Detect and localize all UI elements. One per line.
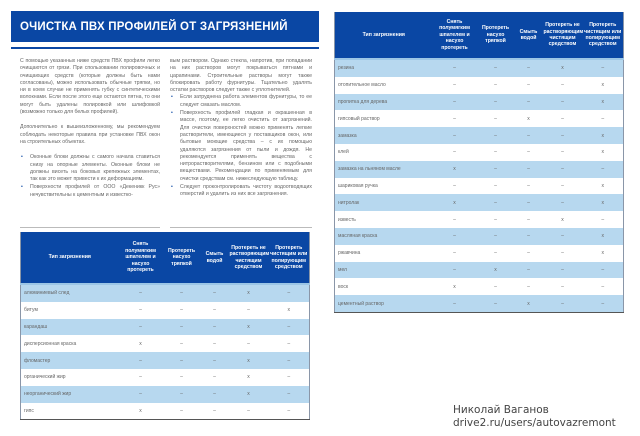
row-cell-mark: x (561, 216, 564, 223)
row-cell-mark: – (561, 115, 564, 122)
row-contaminant: фломастер (24, 357, 51, 364)
row-cell-mark: – (213, 407, 216, 414)
table-body (335, 59, 624, 312)
row-contaminant: алюминиевый след (24, 290, 70, 297)
row-cell-mark: – (213, 290, 216, 297)
row-cell-mark: – (287, 407, 291, 414)
row-cell-mark: – (527, 266, 530, 273)
row-cell-mark: x (453, 283, 456, 290)
row-cell-mark: x (139, 407, 142, 414)
cleaning-table-right (334, 12, 624, 313)
row-cell-mark: – (601, 166, 605, 173)
row-cell-mark: – (287, 391, 291, 398)
bullet-icon: • (21, 154, 23, 161)
header-wipe-dry: Протереть насухо тряпкой (163, 232, 201, 284)
row-cell-mark: – (453, 98, 456, 105)
row-cell-mark: – (139, 391, 142, 398)
table-row (335, 262, 624, 279)
row-cell-mark: x (139, 340, 142, 347)
text-column-1 (20, 58, 160, 200)
row-cell-mark: – (527, 82, 530, 89)
table-row (21, 369, 310, 386)
header-non-solvent: Протереть не растворяющим чистящим средством (229, 232, 269, 284)
table-row (335, 144, 624, 161)
row-cell-mark: – (494, 115, 497, 122)
row-cell-mark: – (287, 357, 291, 364)
row-contaminant: органический жир (24, 374, 66, 381)
row-contaminant: воск (338, 283, 349, 290)
bullet-icon: • (21, 184, 23, 191)
row-cell-mark: – (601, 65, 605, 72)
row-cell-mark: – (561, 166, 564, 173)
row-cell-mark: x (247, 323, 250, 330)
header-scrape: Снять полумягким шпателем и насухо протереть (433, 12, 477, 59)
row-cell-mark: – (453, 132, 456, 139)
row-cell-mark: x (287, 307, 290, 314)
row-cell-mark: – (494, 283, 497, 290)
row-cell-mark: – (453, 65, 456, 72)
table-header-row (21, 232, 310, 284)
header-scrape: Снять полумягким шпателем и насухо протереть (119, 232, 163, 284)
row-contaminant: пропитка для дерева (338, 98, 388, 105)
table-row (21, 284, 310, 302)
row-cell-mark: – (494, 166, 497, 173)
row-cell-mark: – (561, 82, 564, 89)
row-cell-mark: x (494, 266, 497, 273)
row-contaminant: нитролак (338, 199, 360, 206)
row-cell-mark: – (561, 250, 564, 257)
row-cell-mark: – (601, 216, 605, 223)
row-cell-mark: x (247, 391, 250, 398)
table-row (335, 211, 624, 228)
paragraph: вым раствором. Однако стекла, напротив, при попадании на них растворов могут покрываться пятнами и царапинами. Строительные растворы могут также блокировать работу фурнитуры. Тщательно удалять остатки растворов следует также с уплотнителей. (170, 58, 312, 94)
row-cell-mark: – (213, 391, 216, 398)
row-contaminant: шариковая ручка (338, 182, 378, 189)
row-cell-mark: – (601, 115, 605, 122)
row-cell-mark: – (561, 132, 564, 139)
table-row (335, 59, 624, 77)
row-cell-mark: – (213, 357, 216, 364)
row-cell-mark: – (247, 307, 250, 314)
header-wipe-dry: Протереть насухо тряпкой (477, 12, 515, 59)
row-cell-mark: – (494, 65, 497, 72)
row-cell-mark: – (180, 290, 183, 297)
row-cell-mark: – (561, 149, 564, 156)
bullet-icon: • (171, 110, 173, 117)
row-contaminant: ржавчина (338, 250, 361, 257)
table-header-row (335, 12, 624, 59)
row-contaminant: отопительное масло (338, 82, 386, 89)
row-cell-mark: – (561, 98, 564, 105)
header-wash-water: Смыть водой (515, 12, 543, 59)
row-cell-mark: – (287, 340, 291, 347)
row-cell-mark: – (527, 149, 530, 156)
row-cell-mark: x (247, 357, 250, 364)
row-cell-mark: x (601, 132, 604, 139)
row-cell-mark: x (561, 65, 564, 72)
table-row (335, 278, 624, 295)
row-cell-mark: – (180, 407, 183, 414)
header-non-solvent: Протереть не растворяющим чистящим средством (543, 12, 583, 59)
row-contaminant: известь (338, 216, 356, 223)
table-row (335, 295, 624, 312)
row-cell-mark: – (494, 199, 497, 206)
table-row (21, 403, 310, 420)
row-cell-mark: – (527, 283, 530, 290)
row-cell-mark: – (561, 283, 564, 290)
row-cell-mark: – (453, 233, 456, 240)
row-cell-mark: – (494, 233, 497, 240)
row-cell-mark: x (601, 149, 604, 156)
row-cell-mark: – (561, 300, 564, 307)
table-row (21, 319, 310, 336)
row-cell-mark: – (494, 216, 497, 223)
row-cell-mark: – (494, 132, 497, 139)
header-wash-water: Смыть водой (201, 232, 229, 284)
cleaning-table-left (20, 232, 310, 420)
row-cell-mark: – (601, 266, 605, 273)
row-cell-mark: x (527, 300, 530, 307)
title-underline (11, 47, 319, 49)
row-cell-mark: – (139, 290, 142, 297)
row-contaminant: резина (338, 65, 355, 72)
row-cell-mark: – (561, 233, 564, 240)
row-cell-mark: – (527, 199, 530, 206)
row-cell-mark: – (453, 115, 456, 122)
row-cell-mark: – (494, 182, 497, 189)
row-cell-mark: – (213, 323, 216, 330)
row-contaminant: цементный раствор (338, 300, 384, 307)
header-type: Тип загрязнения (21, 232, 119, 284)
table-row (335, 77, 624, 94)
row-cell-mark: – (527, 166, 530, 173)
header-type: Тип загрязнения (335, 12, 433, 59)
table-row (335, 245, 624, 262)
row-contaminant: масляная краска (338, 233, 378, 240)
row-cell-mark: x (453, 166, 456, 173)
row-cell-mark: – (561, 182, 564, 189)
row-cell-mark: – (494, 300, 497, 307)
bullet-icon: • (171, 94, 173, 101)
row-cell-mark: – (287, 323, 291, 330)
row-cell-mark: – (213, 307, 216, 314)
row-cell-mark: x (247, 290, 250, 297)
paragraph: Дополнительно к вышеизложенному, мы рекомендуем соблюдать некоторые правила при установке ПВХ окон на строительных объектах. (20, 124, 160, 145)
row-cell-mark: – (494, 82, 497, 89)
row-cell-mark: – (527, 98, 530, 105)
bullet-item (170, 110, 312, 183)
row-cell-mark: – (180, 357, 183, 364)
row-contaminant: битум (24, 307, 38, 314)
table-row (335, 161, 624, 178)
row-cell-mark: – (527, 132, 530, 139)
row-contaminant: карандаш (24, 323, 48, 330)
row-cell-mark: – (247, 340, 250, 347)
row-cell-mark: – (453, 300, 456, 307)
header-polish: Протереть чистящим или полирующим средством (269, 232, 310, 284)
row-cell-mark: – (247, 407, 250, 414)
row-cell-mark: – (561, 199, 564, 206)
table-row (21, 386, 310, 403)
row-cell-mark: – (180, 374, 183, 381)
row-cell-mark: – (139, 307, 142, 314)
row-cell-mark: – (180, 391, 183, 398)
row-cell-mark: – (213, 340, 216, 347)
table-row (335, 228, 624, 245)
column-divider (20, 227, 160, 228)
row-cell-mark: – (139, 374, 142, 381)
table-row (335, 194, 624, 211)
row-cell-mark: x (601, 182, 604, 189)
table-row (335, 94, 624, 111)
column-divider (170, 227, 312, 228)
row-cell-mark: – (180, 323, 183, 330)
row-cell-mark: – (453, 216, 456, 223)
row-cell-mark: – (139, 323, 142, 330)
row-cell-mark: x (601, 98, 604, 105)
paragraph: С помощью указанных ниже средств ПВХ профили легко очищаются от грязи. При спользовании полировочных и очищающих средств (которые должны быть нами согласованы), можно использовать обычные тряпки, но ни в коем случае не применять губку с синтетическими волокнами. Если после этого еще остаются пятна, то они могут быть удалены полировкой или шлифовкой (возможно только для белых профилей). (20, 58, 160, 116)
bullet-item (170, 94, 312, 109)
text-column-2 (170, 58, 312, 200)
table-row (21, 335, 310, 352)
row-cell-mark: – (527, 65, 530, 72)
row-cell-mark: x (453, 199, 456, 206)
row-contaminant: клей (338, 149, 349, 156)
row-cell-mark: – (527, 250, 530, 257)
table-row (335, 110, 624, 127)
table-row (21, 302, 310, 319)
row-cell-mark: x (601, 233, 604, 240)
page-title (11, 11, 319, 42)
row-cell-mark: – (527, 233, 530, 240)
bullet-item (20, 154, 160, 183)
row-cell-mark: – (494, 149, 497, 156)
row-cell-mark: – (453, 250, 456, 257)
row-cell-mark: – (287, 290, 291, 297)
watermark (453, 404, 616, 430)
row-contaminant: гипс (24, 407, 34, 414)
row-cell-mark: x (601, 199, 604, 206)
page-right (330, 0, 640, 436)
row-contaminant: замазка (338, 132, 357, 139)
row-contaminant: гипсовый раствор (338, 115, 380, 122)
row-contaminant: мел (338, 266, 347, 273)
row-cell-mark: – (453, 149, 456, 156)
table-row (335, 178, 624, 195)
row-cell-mark: – (287, 374, 291, 381)
row-cell-mark: – (527, 216, 530, 223)
row-cell-mark: – (139, 357, 142, 364)
table-body (21, 284, 310, 420)
row-cell-mark: x (601, 250, 604, 257)
row-cell-mark: – (561, 266, 564, 273)
row-cell-mark: – (180, 340, 183, 347)
bullet-text: Поверхность профилей гладкая и окрашенная в массе, поэтому, ее легко очистить от загрязнений. Для очистки поверхностей можно применять легкие растворители, имеющиеся у поставщиков окон, или бытовые моющие средства – с их помощью удаляются загрязнения от пыли и дождя. Не рекомендуется применять вещества с нитрорастворителями, бензином или с подобными веществами. Рекомендации по применяемым для очистки средствам см. нижеследующую таблицу. (180, 110, 312, 182)
watermark-url: drive2.ru/users/autovazremont (453, 417, 616, 429)
bullet-item (20, 184, 160, 199)
page-title-text: ОЧИСТКА ПВХ ПРОФИЛЕЙ ОТ ЗАГРЯЗНЕНИЙ (20, 20, 288, 33)
bullet-list (20, 154, 160, 199)
row-cell-mark: – (453, 266, 456, 273)
bullet-list (170, 94, 312, 198)
row-cell-mark: – (601, 283, 605, 290)
row-cell-mark: – (180, 307, 183, 314)
row-cell-mark: – (453, 182, 456, 189)
row-contaminant: замазка на льняном масле (338, 166, 401, 173)
bullet-text: Следует проконтролировать чистоту водоотводящих отверстий и удалить из них все загрязнения. (180, 184, 312, 198)
row-contaminant: неорганический жир (24, 391, 72, 398)
row-cell-mark: – (453, 82, 456, 89)
bullet-item (170, 184, 312, 199)
row-cell-mark: – (527, 182, 530, 189)
table-row (335, 127, 624, 144)
bullet-text: Оконные блоки должны с самого начала ставиться снизу на опорные элементы. Оконные блоки не должны висеть на боковых крепежных элементах, так как это может привести к их деформациям. (30, 154, 160, 183)
row-cell-mark: – (601, 300, 605, 307)
row-cell-mark: – (213, 374, 216, 381)
table-row (21, 352, 310, 369)
bullet-icon: • (171, 184, 173, 191)
row-contaminant: дисперсионная краска (24, 340, 77, 347)
row-cell-mark: – (494, 98, 497, 105)
row-cell-mark: x (601, 82, 604, 89)
row-cell-mark: – (494, 250, 497, 257)
bullet-text: Если затруднена работа элементов фурнитуры, то ее следует смазать маслом. (180, 94, 312, 108)
row-cell-mark: x (247, 374, 250, 381)
watermark-author: Николай Ваганов (453, 404, 549, 416)
header-polish: Протереть чистящим или полирующим средством (583, 12, 624, 59)
bullet-text: Поверхности профилей от ООО «Декеникк Рус» нечувствительны к цементным и известко- (30, 184, 160, 198)
row-cell-mark: x (527, 115, 530, 122)
